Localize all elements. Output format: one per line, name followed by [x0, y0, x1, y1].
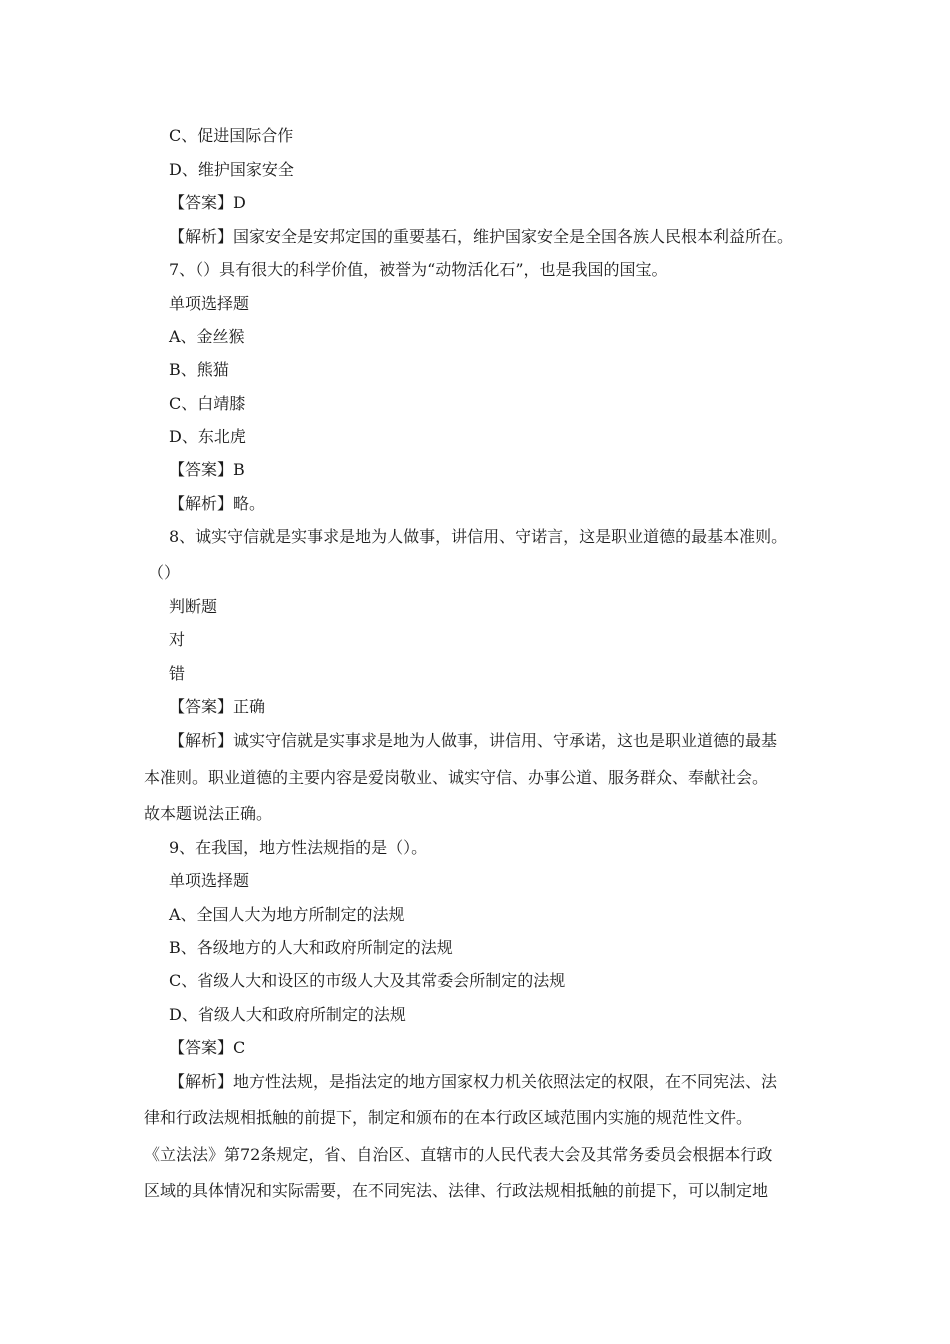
- analysis-continuation: 律和行政法规相抵触的前提下，制定和颁布的在本行政区域范围内实施的规范性文件。: [144, 1108, 753, 1127]
- option-d-line: D、东北虎: [169, 427, 246, 446]
- analysis-continuation: 区域的具体情况和实际需要，在不同宪法、法律、行政法规相抵触的前提下，可以制定地: [144, 1181, 769, 1200]
- question-type: 单项选择题: [169, 871, 250, 890]
- option-true: 对: [169, 630, 186, 649]
- question-8-paren: （）: [148, 563, 181, 582]
- option-b-line: B、各级地方的人大和政府所制定的法规: [169, 938, 453, 957]
- option-c-line: C、促进国际合作: [169, 126, 294, 145]
- option-d-line: D、省级人大和政府所制定的法规: [169, 1005, 406, 1024]
- option-false: 错: [169, 664, 186, 683]
- option-d-line: D、维护国家安全: [169, 160, 294, 179]
- answer-line: 【答案】C: [169, 1038, 246, 1057]
- analysis-continuation: 本准则。职业道德的主要内容是爱岗敬业、诚实守信、办事公道、服务群众、奉献社会。: [144, 768, 769, 787]
- analysis-continuation: 故本题说法正确。: [144, 804, 273, 823]
- option-a-line: A、全国人大为地方所制定的法规: [169, 905, 405, 924]
- option-a-line: A、金丝猴: [169, 327, 245, 346]
- analysis-line: 【解析】略。: [169, 494, 266, 513]
- analysis-continuation: 《立法法》第72条规定，省、自治区、直辖市的人民代表大会及其常务委员会根据本行政: [144, 1145, 773, 1164]
- question-8: 8、诚实守信就是实事求是地为人做事，讲信用、守诺言，这是职业道德的最基本准则。: [169, 527, 788, 546]
- answer-line: 【答案】D: [169, 193, 246, 212]
- option-c-line: C、省级人大和设区的市级人大及其常委会所制定的法规: [169, 971, 566, 990]
- analysis-line: 【解析】诚实守信就是实事求是地为人做事，讲信用、守承诺，这也是职业道德的最基: [169, 731, 778, 750]
- analysis-line: 【解析】地方性法规，是指法定的地方国家权力机关依照法定的权限，在不同宪法、法: [169, 1072, 778, 1091]
- analysis-line: 【解析】国家安全是安邦定国的重要基石，维护国家安全是全国各族人民根本利益所在。: [169, 227, 794, 246]
- option-b-line: B、熊猫: [169, 360, 229, 379]
- answer-line: 【答案】正确: [169, 697, 266, 716]
- option-c-line: C、白靖膝: [169, 394, 246, 413]
- question-9: 9、在我国，地方性法规指的是（）。: [169, 838, 428, 857]
- answer-line: 【答案】B: [169, 460, 245, 479]
- question-type: 判断题: [169, 597, 218, 616]
- question-type: 单项选择题: [169, 294, 250, 313]
- question-7: 7、（）具有很大的科学价值，被誉为“动物活化石”，也是我国的国宝。: [169, 260, 668, 279]
